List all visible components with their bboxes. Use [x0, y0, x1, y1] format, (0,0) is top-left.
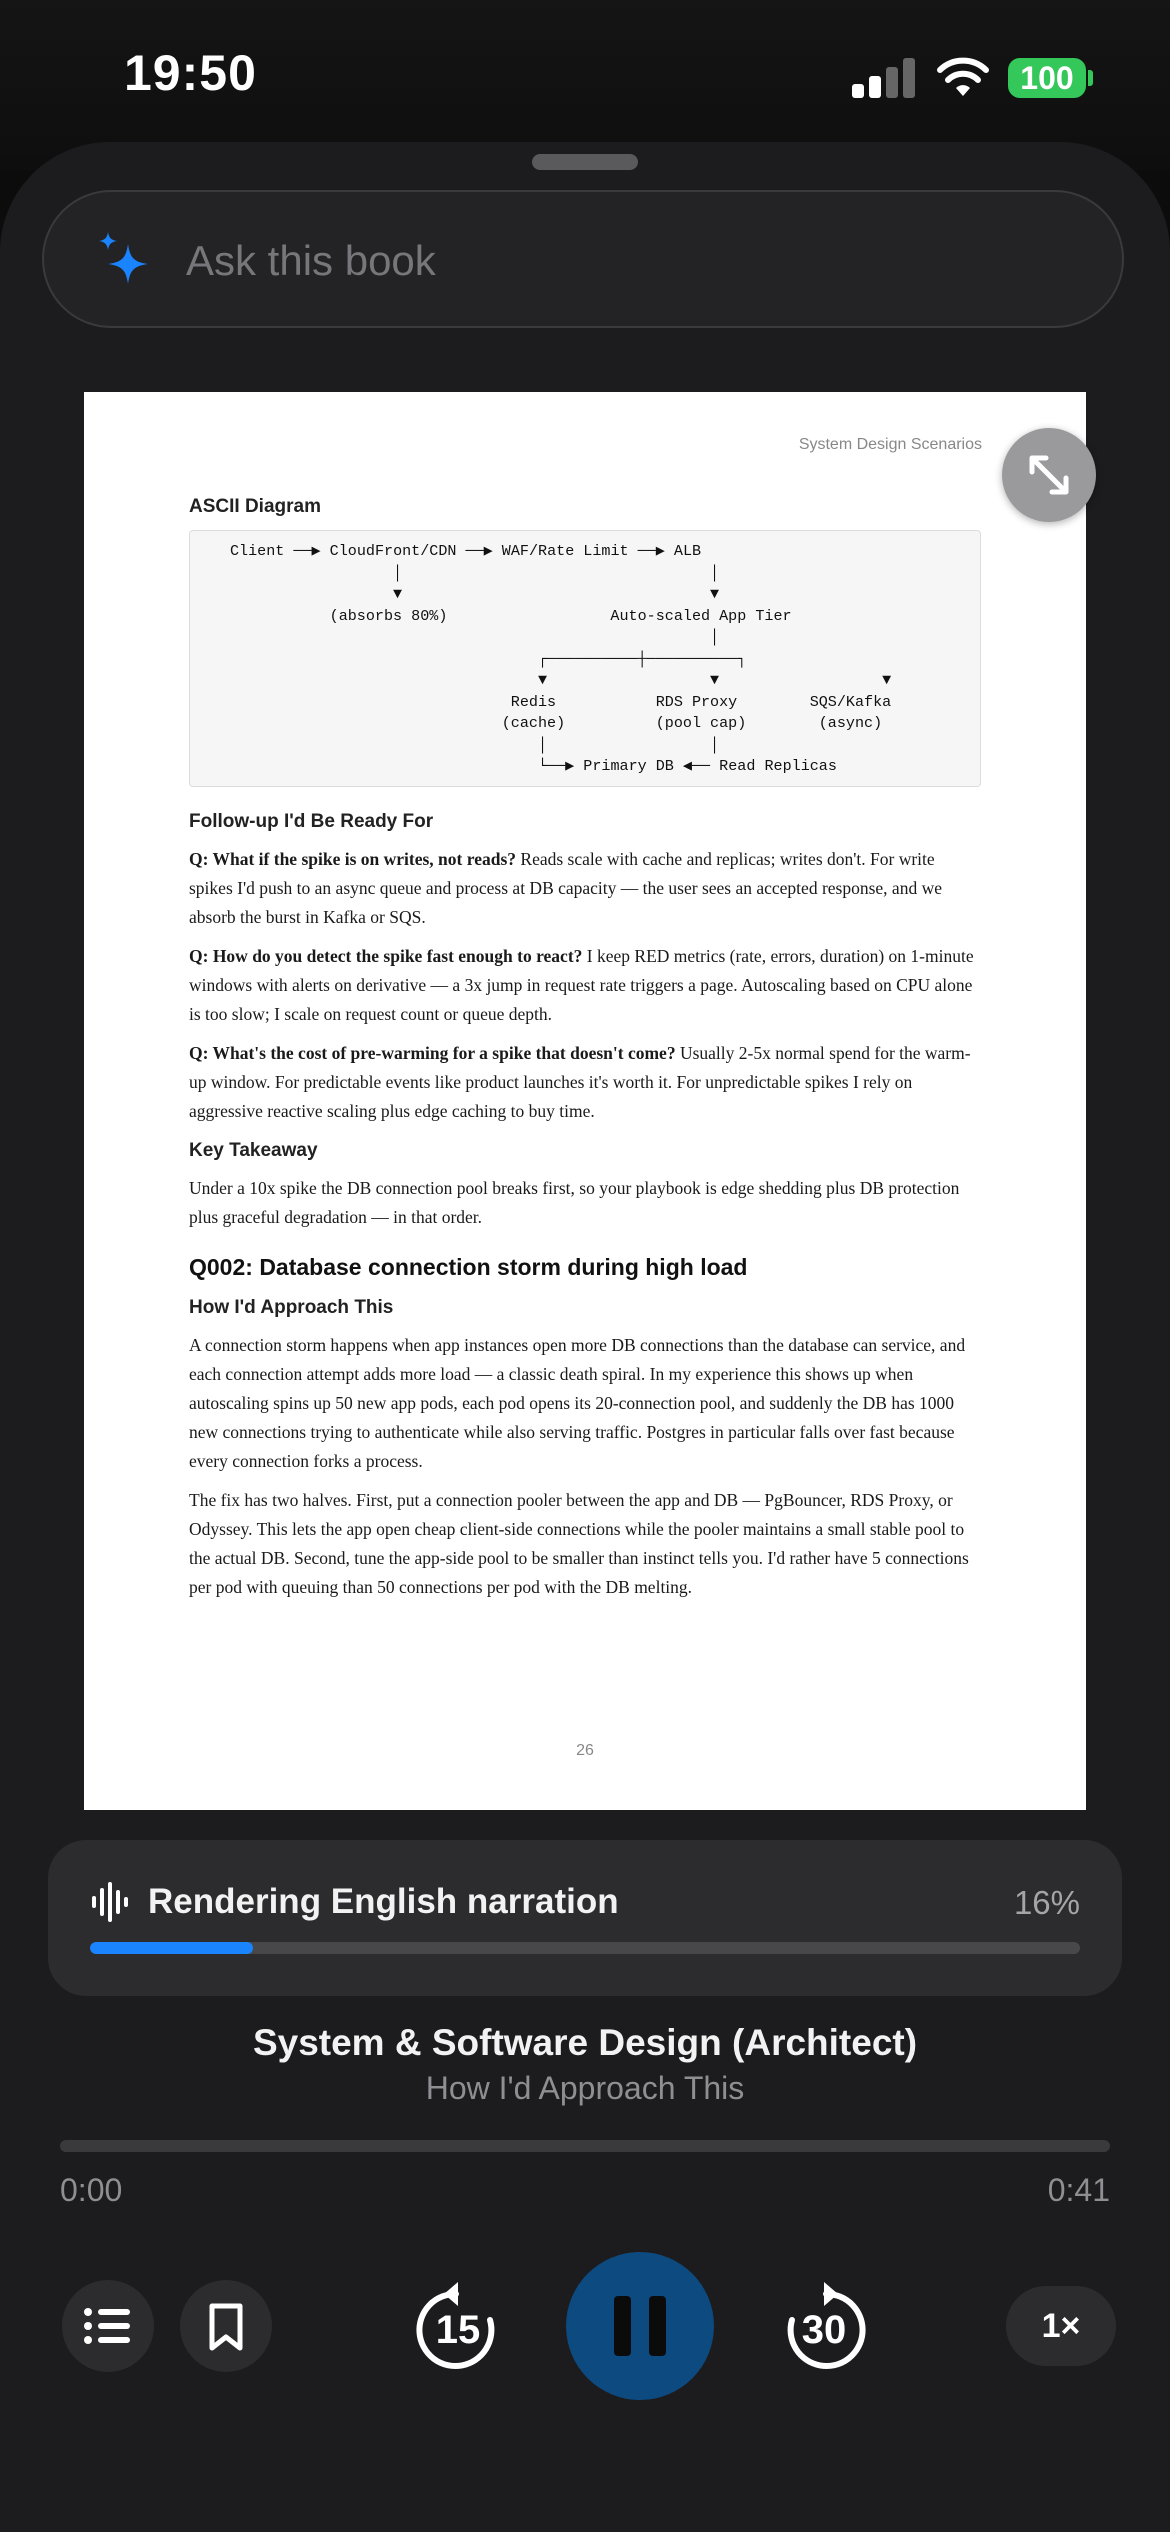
cellular-signal-icon [852, 58, 916, 98]
pause-icon [566, 2252, 714, 2400]
book-page [84, 392, 1086, 1810]
expand-icon [1002, 428, 1096, 522]
narration-progress-fill [90, 1942, 253, 1954]
ascii-diagram: Client ──▶ CloudFront/CDN ──▶ WAF/Rate Limit ──▶ ALB │ │ ▼ ▼ (absorbs 80%) Auto-scaled App Tier │ ┌──────────┼──────────┐ ▼ ▼ ▼ Redis RDS Proxy SQS/Kafka (cache) (pool cap) (async) │ │ └──▶ Primary DB ◀── Read Replicas [189, 530, 981, 787]
qa-question: Q: What if the spike is on writes, not reads? [189, 848, 517, 869]
running-head: System Design Scenarios [798, 436, 982, 453]
page-number: 26 [576, 1742, 594, 1759]
qa-question: Q: How do you detect the spike fast enough to react? [189, 945, 583, 966]
status-bar [0, 0, 1170, 150]
sparkle-icon [94, 230, 156, 292]
page-content [189, 496, 981, 1612]
ask-book-input[interactable] [184, 222, 1068, 300]
qa-item [189, 845, 981, 932]
takeaway-text: Under a 10x spike the DB connection pool breaks first, so your playbook is edge shedding plus DB protection plus graceful degradation — in that order. [189, 1177, 960, 1227]
qa-item [189, 942, 981, 1029]
sheet-grabber[interactable] [532, 154, 638, 170]
skip-forward-seconds: 30 [801, 2308, 847, 2352]
playback-speed-button[interactable]: 1× [1006, 2286, 1116, 2366]
qa-answer: I keep RED metrics (rate, errors, duration) on 1-minute windows with alerts on derivative — a 3x jump in request rate triggers a page. Autoscaling based on CPU alone is too slow; I scale on request count or queue depth. [189, 945, 974, 1024]
ask-book-bar[interactable] [42, 190, 1124, 328]
qa-answer: Usually 2-5x normal spend for the warm-up window. For predictable events like product launches it's worth it. For unpredictable spikes I rely on aggressive reactive scaling plus edge caching to buy time. [189, 1042, 971, 1121]
qa-answer: Reads scale with cache and replicas; writes don't. For write spikes I'd push to an async queue and process at DB capacity — the user sees an accepted response, and we absorb the burst in Kafka or SQS. [189, 848, 942, 927]
playback-scrubber[interactable] [60, 2140, 1110, 2152]
narration-progress-bar [90, 1942, 1080, 1954]
qa-question: Q: What's the cost of pre-warming for a spike that doesn't come? [189, 1042, 676, 1063]
waveform-icon [92, 1882, 128, 1922]
paragraph: The fix has two halves. First, put a connection pooler between the app and DB — PgBouncer, RDS Proxy, or Odyssey. This lets the app open cheap client-side connections while the pooler maintains a small stable pool to the actual DB. Second, tune the app-side pool to be smaller than instinct tells you. I'd rather have 5 connections per pod with queuing than 50 connections per pod with the DB melting. [189, 1489, 969, 1597]
paragraph: A connection storm happens when app instances open more DB connections than the database can service, and each connection attempt adds more load — a classic death spiral. In my experience this shows up when autoscaling spins up 50 new app pods, each pod opens its 20-connection pool, and suddenly the DB has 1000 new connections trying to authenticate while also serving traffic. Postgres in particular falls over fast because every connection forks a process. [189, 1334, 966, 1471]
expand-button[interactable] [1002, 428, 1096, 522]
pause-button[interactable] [566, 2252, 714, 2400]
narration-status [48, 1840, 1122, 1996]
battery-tip [1088, 70, 1093, 86]
chapter-title: How I'd Approach This [425, 2070, 745, 2106]
followup-heading: Follow-up I'd Be Ready For [189, 810, 434, 832]
takeaway-heading: Key Takeaway [189, 1139, 318, 1161]
total-duration: 0:41 [1047, 2172, 1110, 2208]
skip-back-button[interactable] [410, 2280, 506, 2376]
wifi-icon [936, 54, 990, 98]
section-title: Q002: Database connection storm during high load [189, 1253, 748, 1280]
qa-item [189, 1039, 981, 1126]
list-icon [62, 2280, 154, 2372]
chapters-button[interactable] [62, 2280, 154, 2372]
narration-percent: 16% [1013, 1884, 1080, 1921]
skip-back-seconds: 15 [435, 2308, 481, 2352]
book-title: System & Software Design (Architect) [252, 2022, 918, 2063]
narration-label: Rendering English narration [148, 1882, 619, 1921]
approach-heading: How I'd Approach This [189, 1296, 394, 1318]
battery-indicator: 100 [1008, 58, 1086, 98]
elapsed-time: 0:00 [60, 2172, 123, 2208]
skip-forward-button[interactable] [776, 2280, 872, 2376]
ascii-heading: ASCII Diagram [189, 496, 321, 517]
bookmark-icon [180, 2280, 272, 2372]
bookmark-button[interactable] [180, 2280, 272, 2372]
status-time: 19:50 [124, 45, 257, 101]
